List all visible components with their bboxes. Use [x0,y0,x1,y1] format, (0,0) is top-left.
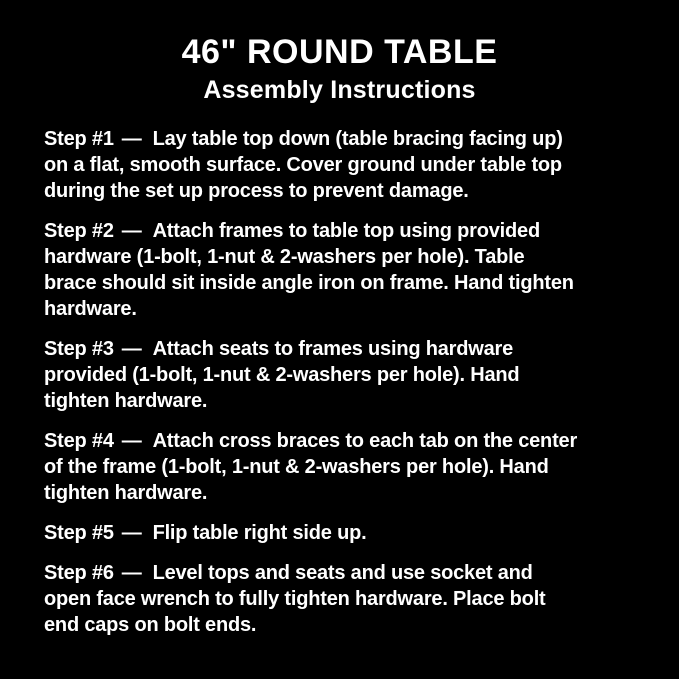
step-3-text: Attach seats to frames using hardware [152,338,514,360]
page-subtitle: Assembly Instructions [203,76,476,104]
step-line: provided (1-bolt, 1-nut & 2-washers per hole). Hand [44,364,520,386]
step-line [44,520,659,546]
step-6-text: Level tops and seats and use socket and [152,562,533,584]
step-line: of the frame (1-bolt, 1-nut & 2-washers per hole). Hand [44,456,549,478]
step-line: brace should sit inside angle iron on frame. Hand tighten [44,272,574,294]
step-line: end caps on bolt ends. [44,614,257,636]
step-3-label: Step #3 [44,338,114,360]
em-dash: — [121,562,142,584]
step-2-paragraph [44,218,659,322]
em-dash: — [121,430,142,452]
step-4-label: Step #4 [44,430,114,452]
step-4-paragraph [44,428,659,506]
step-6-paragraph [44,560,659,638]
step-4-text: Attach cross braces to each tab on the center [152,430,578,452]
step-1-text: Lay table top down (table bracing facing up) [152,128,563,150]
header [0,34,679,104]
step-5-paragraph [44,520,659,546]
step-line: tighten hardware. [44,390,208,412]
step-line [44,428,659,454]
step-line [44,126,659,152]
step-line: hardware. [44,298,137,320]
step-1-label: Step #1 [44,128,114,150]
page-title: 46" ROUND TABLE [181,33,498,71]
step-5-text: Flip table right side up. [152,522,367,544]
em-dash: — [121,128,142,150]
step-2-label: Step #2 [44,220,114,242]
em-dash: — [121,338,142,360]
step-5-label: Step #5 [44,522,114,544]
step-line: on a flat, smooth surface. Cover ground under table top [44,154,562,176]
step-1-paragraph [44,126,659,204]
step-line: tighten hardware. [44,482,208,504]
em-dash: — [121,522,142,544]
step-line: open face wrench to fully tighten hardware. Place bolt [44,588,546,610]
step-line [44,560,659,586]
steps-list [0,126,679,638]
step-6-label: Step #6 [44,562,114,584]
step-line [44,218,659,244]
step-line: during the set up process to prevent damage. [44,180,469,202]
step-3-paragraph [44,336,659,414]
step-line [44,336,659,362]
step-2-text: Attach frames to table top using provided [152,220,540,242]
step-line: hardware (1-bolt, 1-nut & 2-washers per hole). Table [44,246,525,268]
em-dash: — [121,220,142,242]
